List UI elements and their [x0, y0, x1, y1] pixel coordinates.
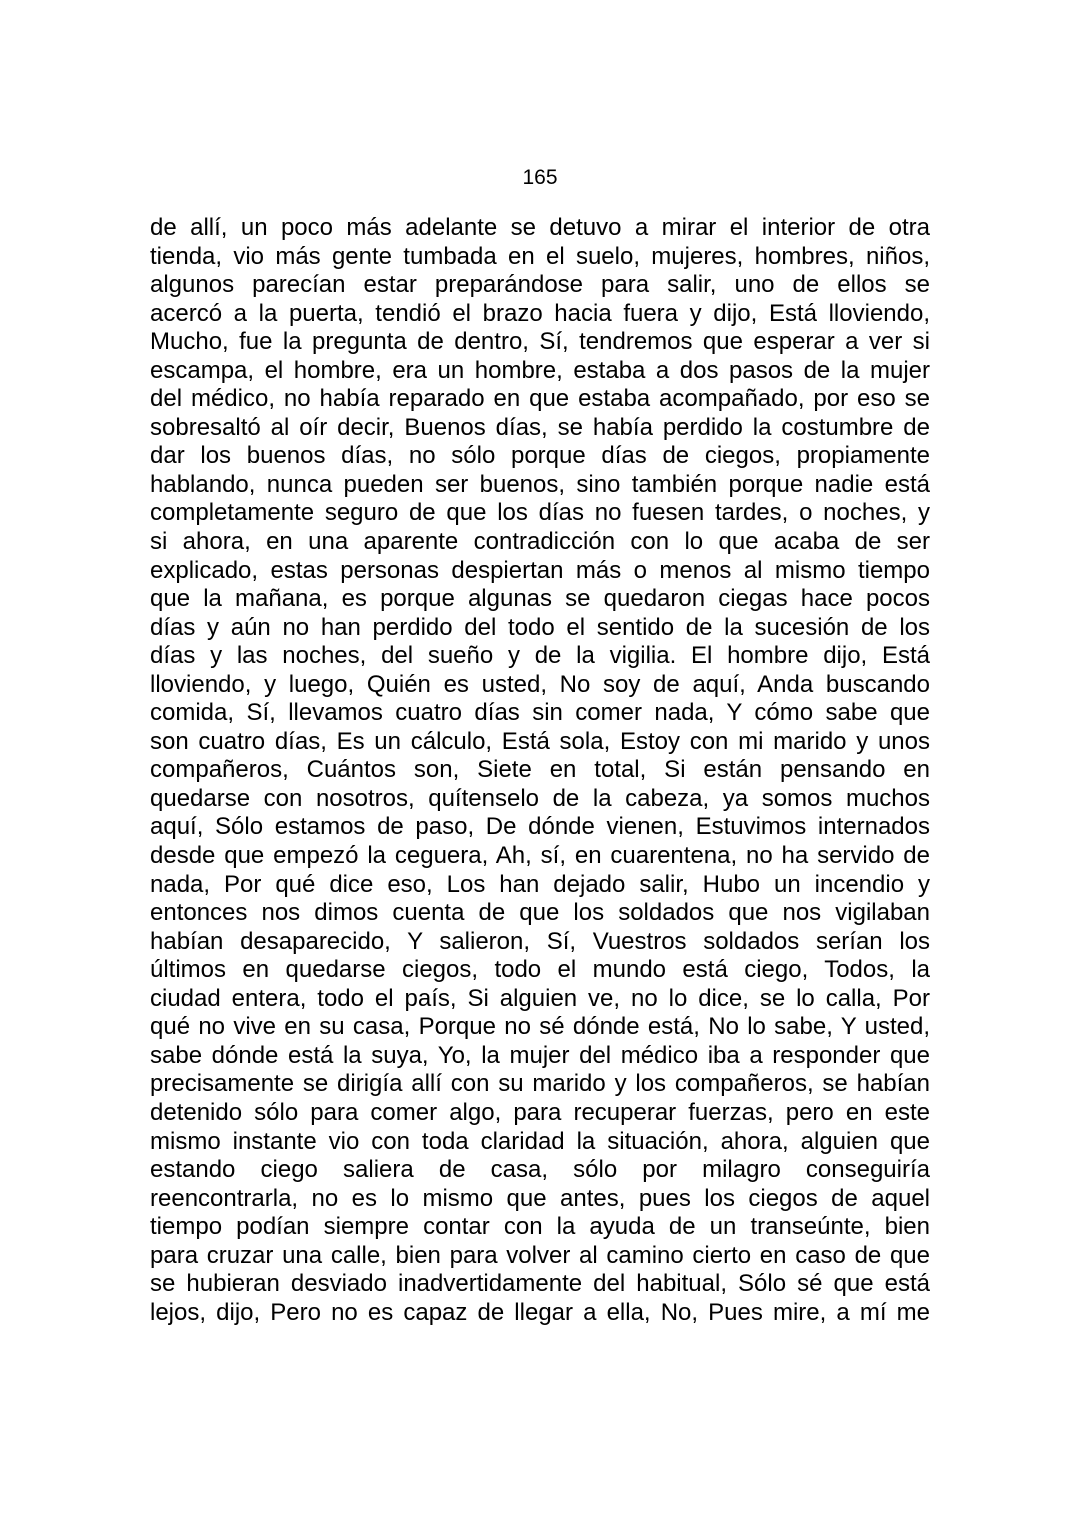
text-line: días y las noches, del sueño y de la vigilia. El hombre dijo, Está	[150, 642, 930, 670]
text-line: mismo instante vio con toda claridad la situación, ahora, alguien que	[150, 1127, 930, 1155]
text-line: comida, Sí, llevamos cuatro días sin comer nada, Y cómo sabe que	[150, 699, 930, 727]
text-line: completamente seguro de que los días no fuesen tardes, o noches, y	[150, 499, 930, 527]
text-line: explicado, estas personas despiertan más o menos al mismo tiempo	[150, 556, 930, 584]
text-line: lejos, dijo, Pero no es capaz de llegar a ella, No, Pues mire, a mí me	[150, 1298, 930, 1326]
text-line: lloviendo, y luego, Quién es usted, No soy de aquí, Anda buscando	[150, 670, 930, 698]
text-line: precisamente se dirigía allí con su marido y los compañeros, se habían	[150, 1070, 930, 1098]
text-line: detenido sólo para comer algo, para recuperar fuerzas, pero en este	[150, 1098, 930, 1126]
text-line: sabe dónde está la suya, Yo, la mujer del médico iba a responder que	[150, 1041, 930, 1069]
text-line: sobresaltó al oír decir, Buenos días, se había perdido la costumbre de	[150, 413, 930, 441]
text-line: últimos en quedarse ciegos, todo el mundo está ciego, Todos, la	[150, 956, 930, 984]
text-line: dar los buenos días, no sólo porque días de ciegos, propiamente	[150, 442, 930, 470]
text-line: que la mañana, es porque algunas se quedaron ciegas hace pocos	[150, 585, 930, 613]
text-line: para cruzar una calle, bien para volver al camino cierto en caso de que	[150, 1241, 930, 1269]
text-line: acercó a la puerta, tendió el brazo hacia fuera y dijo, Está lloviendo,	[150, 299, 930, 327]
text-line: son cuatro días, Es un cálculo, Está sola, Estoy con mi marido y unos	[150, 727, 930, 755]
text-line: escampa, el hombre, era un hombre, estaba a dos pasos de la mujer	[150, 356, 930, 384]
text-line: nada, Por qué dice eso, Los han dejado salir, Hubo un incendio y	[150, 870, 930, 898]
text-line: se hubieran desviado inadvertidamente del habitual, Sólo sé que está	[150, 1270, 930, 1298]
text-line: ciudad entera, todo el país, Si alguien ve, no lo dice, se lo calla, Por	[150, 984, 930, 1012]
text-line: habían desaparecido, Y salieron, Sí, Vuestros soldados serían los	[150, 927, 930, 955]
text-line: aquí, Sólo estamos de paso, De dónde vienen, Estuvimos internados	[150, 813, 930, 841]
text-line: reencontrarla, no es lo mismo que antes, pues los ciegos de aquel	[150, 1184, 930, 1212]
text-line: desde que empezó la ceguera, Ah, sí, en cuarentena, no ha servido de	[150, 842, 930, 870]
text-line: compañeros, Cuántos son, Siete en total, Si están pensando en	[150, 756, 930, 784]
text-line: quedarse con nosotros, quítenselo de la cabeza, ya somos muchos	[150, 784, 930, 812]
text-line: qué no vive en su casa, Porque no sé dónde está, No lo sabe, Y usted,	[150, 1013, 930, 1041]
text-line: días y aún no han perdido del todo el sentido de la sucesión de los	[150, 613, 930, 641]
page-number: 165	[522, 166, 558, 189]
text-line: Mucho, fue la pregunta de dentro, Sí, tendremos que esperar a ver si	[150, 328, 930, 356]
text-line: estando ciego saliera de casa, sólo por milagro conseguiría	[150, 1156, 930, 1184]
text-line: tiempo podían siempre contar con la ayuda de un transeúnte, bien	[150, 1213, 930, 1241]
text-line: si ahora, en una aparente contradicción con lo que acaba de ser	[150, 528, 930, 556]
text-line: hablando, nunca pueden ser buenos, sino también porque nadie está	[150, 470, 930, 498]
text-line: de allí, un poco más adelante se detuvo a mirar el interior de otra	[150, 214, 930, 241]
text-line: tienda, vio más gente tumbada en el suelo, mujeres, hombres, niños,	[150, 242, 930, 270]
text-line: entonces nos dimos cuenta de que los soldados que nos vigilaban	[150, 899, 930, 927]
body-text	[150, 214, 930, 1327]
text-line: del médico, no había reparado en que estaba acompañado, por eso se	[150, 385, 930, 413]
text-line: algunos parecían estar preparándose para salir, uno de ellos se	[150, 271, 930, 299]
